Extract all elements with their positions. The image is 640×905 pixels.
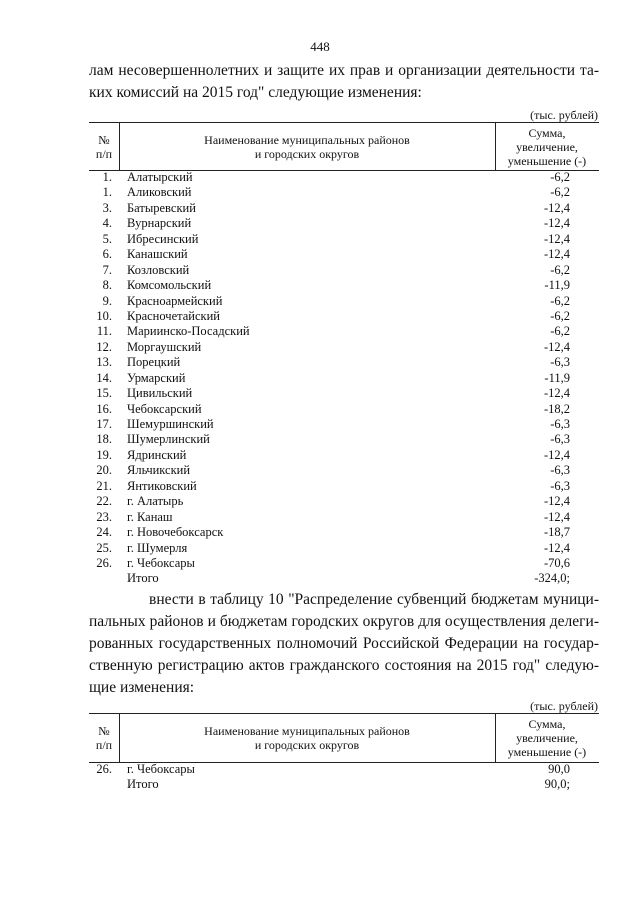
row-value: -6,2 [550, 324, 570, 339]
table-row [89, 777, 599, 792]
row-number: 9. [102, 293, 112, 308]
table-row [89, 263, 599, 278]
row-number: 1. [102, 185, 112, 200]
mid-line: пальных районов и бюджетам городских округов для осуществления делеги- [89, 613, 599, 630]
row-name: Янтиковский [127, 478, 197, 493]
header-name-line: Наименование муниципальных районов [204, 724, 410, 738]
row-name: Чебоксарский [127, 401, 202, 416]
row-value: -12,4 [543, 509, 570, 524]
table2-header [89, 713, 599, 763]
row-name: Яльчикский [127, 463, 191, 478]
row-name: г. Чебоксары [127, 555, 195, 570]
header-sum-line: Сумма, [528, 125, 566, 140]
row-value: -70,6 [543, 555, 570, 570]
row-name: Итого [127, 571, 159, 586]
table-row [89, 185, 599, 200]
row-number: 25. [96, 540, 112, 555]
table1-body [89, 170, 599, 587]
row-number: 11. [96, 324, 112, 339]
row-value: -12,4 [543, 231, 570, 246]
row-number: 21. [96, 478, 112, 493]
intro-line: лам несовершеннолетних и защите их прав и организации деятельности та- [89, 62, 599, 79]
table-row [89, 448, 599, 463]
table-row [89, 294, 599, 309]
row-name: Ядринский [127, 447, 187, 462]
row-value: -11,9 [544, 278, 570, 293]
row-number: 6. [102, 247, 112, 262]
table2-body [89, 762, 599, 793]
page-number: 448 [310, 39, 330, 54]
row-value: -6,2 [550, 262, 570, 277]
row-value: -6,3 [550, 355, 570, 370]
header-name-line: и городских округов [254, 738, 360, 752]
table-row [89, 541, 599, 556]
table2-header-name [119, 714, 496, 762]
row-number: 26. [96, 555, 112, 570]
intro-line: ких комиссий на 2015 год" следующие изменения: [89, 84, 422, 101]
row-name: Шемуршинский [127, 417, 214, 431]
table-row [89, 371, 599, 386]
row-name: Ибресинский [127, 231, 199, 246]
row-value: -6,3 [550, 478, 570, 493]
row-value: -324,0; [534, 571, 570, 586]
row-value: -18,7 [543, 525, 570, 540]
table1-header-num [89, 123, 120, 170]
row-number: 18. [96, 432, 112, 447]
row-number: 4. [102, 216, 112, 231]
row-number: 7. [102, 262, 112, 277]
row-value: -12,4 [543, 494, 570, 509]
row-name: г. Чебоксары [127, 762, 195, 776]
table-row [89, 386, 599, 401]
row-value: -6,3 [550, 432, 570, 447]
row-name: г. Алатырь [127, 494, 184, 509]
row-name: Вурнарский [127, 216, 192, 231]
row-value: -18,2 [543, 401, 570, 416]
table-row [89, 355, 599, 370]
header-sum-line: уменьшение (-) [507, 153, 587, 168]
row-value: -12,4 [543, 339, 570, 354]
table-row [89, 278, 599, 293]
row-name: Алатырский [127, 170, 193, 184]
row-number: 3. [102, 200, 112, 215]
table2-unit: (тыс. рублей) [530, 699, 598, 713]
table-row [89, 762, 599, 777]
table-row [89, 463, 599, 478]
row-name: Шумерлинский [127, 432, 210, 447]
row-value: -6,2 [550, 293, 570, 308]
row-number: 16. [96, 401, 112, 416]
row-value: -12,4 [543, 540, 570, 555]
header-name-line: и городских округов [254, 146, 360, 161]
row-name: Порецкий [127, 355, 181, 370]
mid-paragraph [89, 589, 599, 699]
table-row [89, 247, 599, 262]
row-number: 19. [96, 447, 112, 462]
row-number: 13. [96, 355, 112, 370]
row-value: -6,2 [550, 185, 570, 200]
row-name: Красночетайский [127, 308, 220, 323]
row-number: 17. [96, 417, 112, 431]
header-num-line: п/п [95, 146, 113, 161]
row-value: -6,2 [550, 170, 570, 184]
row-name: Аликовский [127, 185, 192, 200]
row-name: Итого [127, 777, 159, 792]
row-value: 90,0 [548, 762, 570, 776]
row-number: 26. [96, 762, 112, 776]
row-name: Козловский [127, 262, 190, 277]
header-sum-line: увеличение, [516, 139, 578, 154]
header-sum-line: Сумма, [528, 717, 566, 731]
table-row [89, 525, 599, 540]
table-row [89, 556, 599, 571]
row-number: 5. [102, 231, 112, 246]
row-name: Батыревский [127, 200, 196, 215]
table2-header-sum [495, 714, 599, 762]
table-row [89, 324, 599, 339]
mid-line: рованных государственных полномочий Российской Федерации на государ- [89, 635, 599, 652]
table1-unit: (тыс. рублей) [530, 108, 598, 122]
row-value: -12,4 [543, 216, 570, 231]
header-num-line: № [98, 724, 110, 738]
row-number: 24. [96, 525, 112, 540]
row-name: Моргаушский [127, 339, 202, 354]
row-name: г. Канаш [127, 509, 173, 524]
row-name: г. Шумерля [127, 540, 188, 555]
row-name: Комсомольский [127, 278, 212, 293]
row-number: 23. [96, 509, 112, 524]
table-row [89, 494, 599, 509]
row-value: -6,2 [550, 308, 570, 323]
row-name: Канашский [127, 247, 188, 262]
row-number: 1. [102, 170, 112, 184]
row-number: 12. [96, 339, 112, 354]
row-number: 20. [96, 463, 112, 478]
row-number: 15. [96, 386, 112, 401]
row-number: 14. [96, 370, 112, 385]
table-row [89, 571, 599, 586]
row-value: -11,9 [544, 370, 570, 385]
table1-header [89, 122, 599, 171]
table-row [89, 309, 599, 324]
table-row [89, 170, 599, 185]
table-row [89, 340, 599, 355]
row-name: г. Новочебоксарск [127, 525, 224, 540]
table1-header-name [119, 123, 496, 170]
row-name: Урмарский [127, 370, 186, 385]
header-name-line: Наименование муниципальных районов [204, 132, 410, 147]
mid-line: внести в таблицу 10 "Распределение субвенций бюджетам муници- [149, 591, 599, 608]
table-row [89, 432, 599, 447]
table-row [89, 232, 599, 247]
row-value: -12,4 [543, 247, 570, 262]
table-row [89, 417, 599, 432]
table-row [89, 402, 599, 417]
row-value: -12,4 [543, 386, 570, 401]
row-number: 22. [96, 494, 112, 509]
header-num-line: № [98, 132, 110, 147]
mid-line: ственную регистрацию актов гражданского состояния на 2015 год" следую- [89, 657, 599, 674]
row-value: -6,3 [550, 417, 570, 431]
row-name: Мариинско-Посадский [127, 324, 250, 339]
row-value: -6,3 [550, 463, 570, 478]
mid-line: щие изменения: [89, 679, 195, 696]
table-row [89, 201, 599, 216]
row-value: 90,0; [544, 777, 570, 792]
table2-header-num [89, 714, 120, 762]
row-value: -12,4 [543, 200, 570, 215]
header-num-line: п/п [95, 738, 113, 752]
row-value: -12,4 [543, 447, 570, 462]
row-number: 10. [96, 308, 112, 323]
row-number: 8. [102, 278, 112, 293]
row-name: Красноармейский [127, 293, 223, 308]
header-sum-line: увеличение, [516, 731, 578, 745]
table-row [89, 216, 599, 231]
table-row [89, 479, 599, 494]
table1-header-sum [495, 123, 599, 170]
row-name: Цивильский [127, 386, 193, 401]
intro-paragraph [89, 60, 599, 104]
table-row [89, 510, 599, 525]
header-sum-line: уменьшение (-) [507, 745, 587, 759]
